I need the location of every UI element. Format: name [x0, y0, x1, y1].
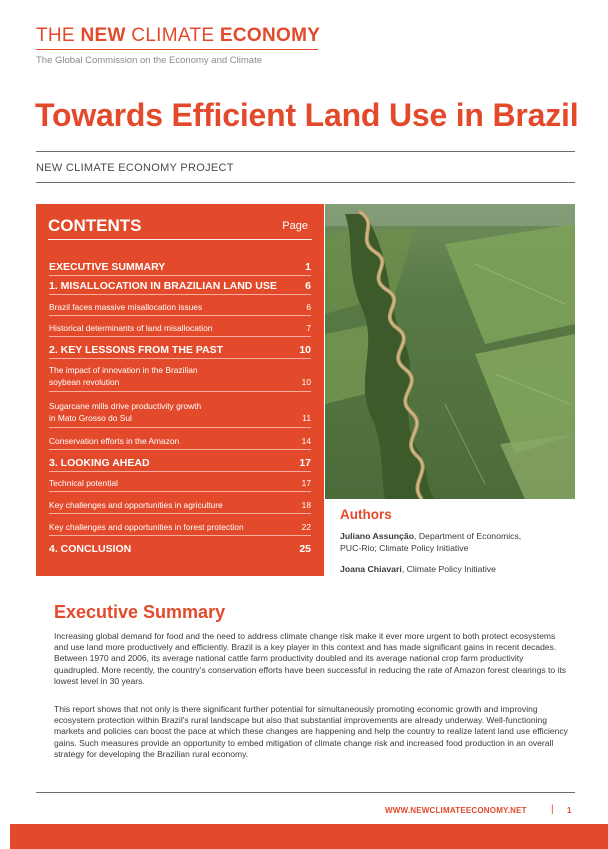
author-entry [340, 530, 550, 554]
toc-item-text: Sugarcane mills drive productivity growth [49, 401, 202, 411]
contents-divider [48, 239, 312, 240]
brand-new: NEW [80, 25, 126, 46]
toc-divider [49, 427, 311, 428]
brand-mid: CLIMATE [125, 25, 220, 46]
footer-divider [36, 792, 575, 793]
contents-panel [36, 204, 324, 576]
toc-divider [49, 513, 311, 514]
author-entry [340, 563, 550, 575]
contents-title: CONTENTS [48, 216, 142, 235]
page-number: 1 [567, 806, 572, 815]
toc-item-page: 1 [305, 261, 311, 273]
executive-summary-paragraph: Increasing global demand for food and the need to address climate change risk make it ever more urgent to both protect ecosystems and use land more productively and efficiently. Brazil is a key player in this context and has made significant gains in recent decades. Between 1970 and 2006, its average national cattle farm productivity doubled and its average national crop farm productivity quadrupled. More recently, the country's conservation efforts have been successful in reducing the rate of Amazon forest clearings to its lowest level in 30 years. [54, 631, 567, 686]
toc-item-text: Key challenges and opportunities in agriculture [49, 500, 223, 510]
toc-item-page: 22 [301, 522, 311, 532]
toc-item-text: The impact of innovation in the Brazilian [49, 365, 198, 375]
toc-item-text: 4. CONCLUSION [49, 543, 132, 555]
aerial-river-photo [325, 204, 575, 499]
footer-website-link[interactable]: WWW.NEWCLIMATEECONOMY.NET [385, 806, 527, 815]
author-affiliation-line2: PUC-Rio; Climate Policy Initiative [340, 543, 469, 553]
toc-divider [49, 315, 311, 316]
toc-item-text-line2: in Mato Grosso do Sul [49, 413, 132, 423]
toc-item-text: Conservation efforts in the Amazon [49, 436, 180, 446]
author-affiliation: , Department of Economics, [414, 531, 522, 541]
toc-item-text-line2: soybean revolution [49, 377, 120, 387]
toc-item-page: 14 [301, 436, 311, 446]
toc-divider [49, 535, 311, 536]
toc-item-page: 10 [301, 377, 311, 387]
toc-item-text: Brazil faces massive misallocation issues [49, 302, 203, 312]
toc-item-page: 10 [299, 344, 311, 356]
toc-divider [49, 275, 311, 276]
page-title: Towards Efficient Land Use in Brazil [35, 97, 579, 133]
toc-item-text: Historical determinants of land misallocation [49, 323, 213, 333]
toc-item-page: 7 [306, 323, 311, 333]
toc-item-text: 1. MISALLOCATION IN BRAZILIAN LAND USE [49, 280, 277, 292]
toc-divider [49, 449, 311, 450]
footer-separator: | [551, 804, 554, 815]
brand-economy: ECONOMY [219, 25, 321, 46]
toc-divider [49, 491, 311, 492]
toc-divider [49, 471, 311, 472]
executive-summary-paragraph: This report shows that not only is there significant further potential for simultaneously promoting economic growth and improving ecosystem protection within Brazil's rural landscape but also that substantial improvements are already underway. Well-functioning markets and policies can boost the pace at which these changes are happening and help the country to realize latent land use efficiency gains. Such measures provide an opportunity to embed mitigation of climate change risk and increased food production in an overall strategy for developing the Brazilian rural economy. [54, 704, 568, 759]
toc-divider [49, 391, 311, 392]
toc-divider [49, 358, 311, 359]
toc-item-text: Key challenges and opportunities in forest protection [49, 522, 244, 532]
toc-item-text: Technical potential [49, 478, 118, 488]
toc-item-page: 17 [301, 478, 311, 488]
title-divider-bottom [36, 182, 575, 183]
brand-divider [36, 49, 318, 50]
toc-item-page: 18 [301, 500, 311, 510]
toc-item-page: 6 [306, 302, 311, 312]
toc-divider [49, 336, 311, 337]
authors-title: Authors [340, 507, 392, 522]
project-label: NEW CLIMATE ECONOMY PROJECT [36, 162, 234, 174]
brand-pre: THE [36, 25, 81, 46]
toc-item-page: 11 [302, 413, 311, 423]
toc-item-text: 3. LOOKING AHEAD [49, 457, 150, 469]
toc-divider [49, 294, 311, 295]
brand-logo [36, 25, 320, 47]
footer-color-band [10, 824, 608, 849]
title-divider-top [36, 151, 575, 152]
author-name: Juliano Assunção [340, 531, 415, 541]
contents-page-label: Page [282, 220, 308, 232]
author-name: Joana Chiavari [340, 564, 402, 574]
author-affiliation: , Climate Policy Initiative [401, 564, 496, 574]
toc-item-page: 6 [305, 280, 311, 292]
toc-item-page: 17 [299, 457, 311, 469]
brand-subtitle: The Global Commission on the Economy and Climate [36, 55, 262, 66]
toc-item-page: 25 [299, 543, 311, 555]
toc-item-text: 2. KEY LESSONS FROM THE PAST [49, 344, 224, 356]
executive-summary-title: Executive Summary [54, 602, 226, 622]
toc-item-text: EXECUTIVE SUMMARY [49, 261, 166, 273]
